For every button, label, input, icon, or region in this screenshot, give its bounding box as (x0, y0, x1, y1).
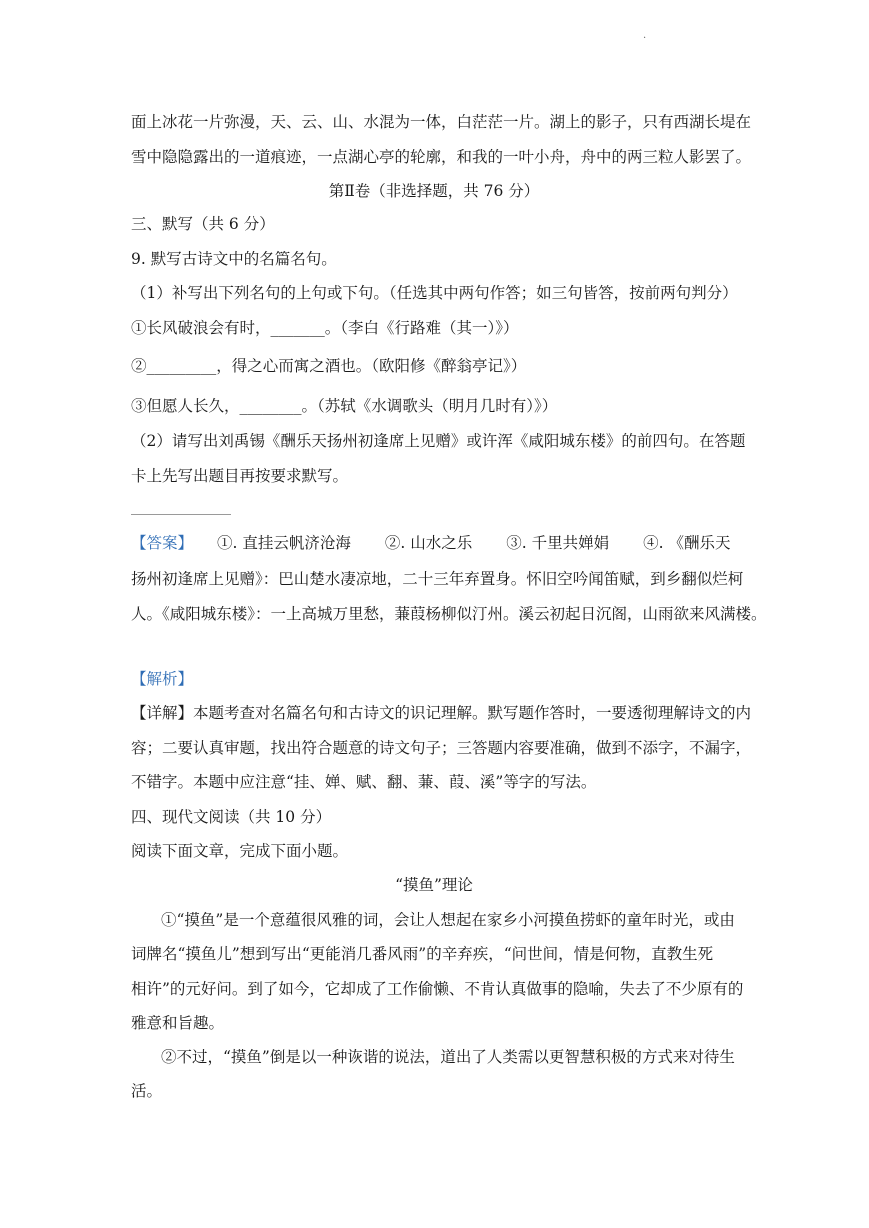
question-9-item-3: ③但愿人长久，________。（苏轼《水调歌头（明月几时有）》） (131, 397, 558, 415)
question-9-part1: （1）补写出下列名句的上句或下句。（任选其中两句作答；如三句皆答，按前两句判分） (131, 284, 738, 302)
question-9-item-2: ②_________，得之心而寓之酒也。（欧阳修《醉翁亭记》） (131, 357, 527, 375)
analysis-label: 【解析】 (131, 670, 194, 688)
section4-title: 四、现代文阅读（共 10 分） (131, 808, 332, 826)
para2-line-1: ②不过，“摸鱼”倒是以一种诙谐的说法，道出了人类需以更智慧积极的方式来对待生 (161, 1048, 735, 1066)
answer-item-4-start: ④. 《酬乐天 (643, 534, 731, 552)
article-title: “摸鱼”理论 (395, 876, 473, 894)
intro-line-1: 面上冰花一片弥漫，天、云、山、水混为一体，白茫茫一片。湖上的影子，只有西湖长堤在 (131, 113, 752, 131)
para1-line-2: 词牌名“摸鱼儿”想到写出“更能消几番风雨”的辛弃疾，“问世间，情是何物，直教生死 (131, 945, 714, 963)
answer-item-1: ①. 直挂云帆济沧海 (217, 534, 351, 552)
volume-title: 第Ⅱ卷（非选择题，共 76 分） (328, 182, 540, 200)
question-9-part2-line-2: 卡上先写出题目再按要求默写。 (131, 467, 349, 485)
detail-label: 【详解】 (131, 704, 194, 722)
question-9-part2-line-1: （2）请写出刘禹锡《酬乐天扬州初逢席上见赠》或许浑《咸阳城东楼》的前四句。在答题 (131, 432, 746, 450)
question-9-title: 9. 默写古诗文中的名篇名句。 (131, 250, 337, 268)
section3-title: 三、默写（共 6 分） (131, 215, 275, 233)
answer-line-2: 扬州初逢席上见赠》：巴山楚水凄凉地，二十三年弃置身。怀旧空吟闻笛赋，到乡翻似烂柯 (131, 570, 744, 588)
header-dot: . (643, 30, 647, 41)
detail-line-2: 容；二要认真审题，找出符合题意的诗文句子；三答题内容要准确，做到不添字，不漏字， (131, 739, 752, 757)
detail-text-1: 本题考查对名篇名句和古诗文的识记理解。默写题作答时，一要透彻理解诗文的内 (193, 704, 752, 722)
answer-line-3: 人。《咸阳城东楼》：一上高城万里愁，蒹葭杨柳似汀州。溪云初起日沉阁，山雨欲来风满楼。 (131, 605, 767, 623)
answer-item-3: ③. 千里共婵娟 (506, 534, 610, 552)
intro-line-2: 雪中隐隐露出的一道痕迹，一点湖心亭的轮廓，和我的一叶小舟，舟中的两三粒人影罢了。 (131, 148, 752, 166)
detail-line-3: 不错字。本题中应注意“挂、婵、赋、翻、蒹、葭、溪”等字的写法。 (131, 773, 597, 791)
answer-item-2: ②. 山水之乐 (384, 534, 473, 552)
answer-label: 【答案】 (131, 534, 194, 552)
separator-line (131, 514, 231, 515)
para1-line-1: ①“摸鱼”是一个意蕴很风雅的词，会让人想起在家乡小河摸鱼捞虾的童年时光，或由 (161, 911, 735, 929)
para1-line-3: 相许”的元好问。到了如今，它却成了工作偷懒、不肯认真做事的隐喻，失去了不少原有的 (131, 980, 744, 998)
answer-line-1 (131, 533, 751, 553)
para2-line-2: 活。 (131, 1082, 163, 1100)
reading-instruction: 阅读下面文章，完成下面小题。 (131, 842, 349, 860)
question-9-item-1: ①长风破浪会有时，_______。（李白《行路难（其一）》） (131, 319, 519, 337)
detail-line-1 (131, 703, 751, 723)
para1-line-4: 雅意和旨趣。 (131, 1014, 225, 1032)
